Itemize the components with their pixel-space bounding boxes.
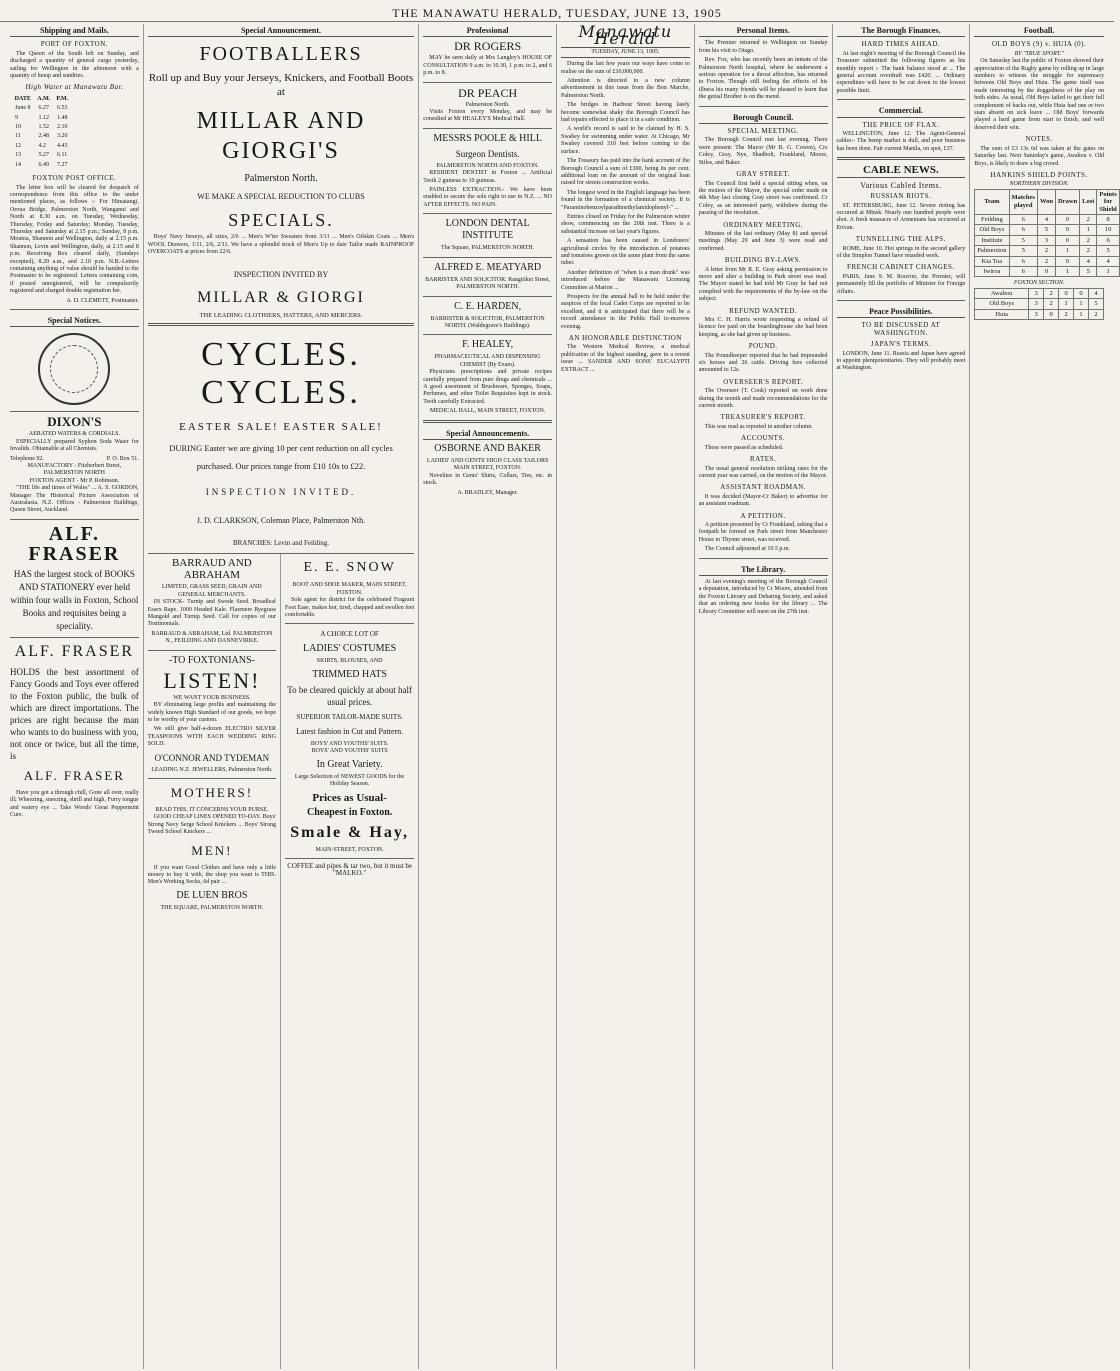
table-cell: Feilding: [975, 214, 1009, 224]
bradley-text: A. BRADLEY, Manager.: [457, 489, 518, 496]
table-cell: 6.27: [38, 105, 49, 112]
table-cell: 5: [1097, 246, 1119, 256]
table-cell: 0: [1059, 288, 1074, 298]
healey-sub: PHARMACEUTICAL AND DISPENSING CHEMIST (By Exam).: [434, 354, 541, 368]
table-cell: Kia Toa: [975, 256, 1009, 266]
table-cell: 4: [1080, 256, 1097, 266]
special-announcements-header: Special Announcements.: [423, 427, 552, 440]
news-p5: The Treasury has paid into the bank account of the Borough Council a sum of £300, being its per cent. additional loan on the amount of the original loan raised for streets construction works.: [561, 158, 690, 187]
tide-row: [12, 152, 71, 159]
ladies-sub: SKIRTS, BLOUSES, AND: [316, 658, 383, 665]
table-cell: 3: [1029, 299, 1044, 309]
finances-text: At last night's meeting of the Borough Council the Treasurer submitted the following figures as his monthly report :- The bank balance stood at ... The general account overdraft was £420. ... Ordinary expenditure will have to be cut down to the lowest possible limit.: [836, 50, 966, 94]
poole-title: MESSRS POOLE & HILL: [433, 132, 542, 144]
table-cell: 4.2: [38, 142, 46, 149]
table-cell: 9: [15, 114, 18, 121]
news-p9: Another definition of "when is a man drunk" was introduced before the Manawatu Licensing Committee at Marton ...: [561, 269, 690, 291]
table-header-row: [975, 189, 1120, 214]
branches-text: BRANCHES: Levin and Feilding.: [232, 539, 330, 548]
lower-ads-left: [148, 554, 281, 1369]
spoons-text: We still give half-a-dozen ELECTRO SILVER TEASPOONS WITH EACH WEDDING RING SOLD.: [147, 726, 276, 748]
refund-wanted: REFUND WANTED.: [729, 306, 798, 315]
personal-p2: Rev. Fox, who has recently been an inmate of the Palmerston North hospital, where he underwent a serious operation for a throat affection, has returned to Foxton. Though still feeling the effects of his illness his many friends will be pleased to learn that the genial Brother is on the mend.: [698, 57, 828, 101]
peace-header: Peace Possibilities.: [837, 305, 966, 318]
foxton-heading: FOXTON SECTION.: [1013, 280, 1065, 287]
ordinary-meeting: ORDINARY MEETING.: [723, 220, 804, 229]
gordon-text: "THE life and times of Wales" ... A. S. GORDON, Manager The Historical Picture Association of Australasia. N.Z. Offices - Palmerston Buildings, Queen Street, Auckland.: [10, 485, 139, 514]
cycles-title: CYCLES. CYCLES.: [201, 336, 361, 412]
table-cell: 7.27: [57, 161, 68, 168]
news-p7: Entries closed on Friday for the Palmerston winter show, commencing on the 20th inst. There is a substantial increase on last year's figures.: [561, 213, 690, 235]
table-header-cell: Won: [1037, 189, 1055, 214]
oconnor-sub: LEADING N.Z. JEWELLERS, Palmerston North.: [151, 766, 273, 773]
rates-heading: RATES.: [750, 455, 777, 464]
table-cell: 5: [1080, 266, 1097, 276]
shield-row: [975, 246, 1120, 256]
osborne-sub: LADIES' AND GENTS' HIGH CLASS TAILORS: [426, 457, 549, 464]
dixon-contacts: [10, 456, 139, 463]
tide-row: [12, 162, 71, 169]
fraser-title: ALF. FRASER: [28, 522, 121, 565]
post-heading: FOXTON POST OFFICE.: [32, 174, 117, 183]
firm-town: Palmerston North.: [244, 173, 318, 185]
table-cell: 3.20: [57, 133, 68, 140]
fraser-text: HAS the largest stock of BOOKS AND STATIONERY ever held within four walls in Foxton, School Books and requisites being a speciality.: [10, 568, 139, 631]
table-header-cell: Drawn: [1055, 189, 1079, 214]
gray-text: The Council first held a special sitting when, on the motion of the Mayor, the special order made on 4th May last closing Gray street was confirmed. Cr Coley, as an interested party, withdrew during the passing of the resolution.: [698, 180, 828, 217]
shield-table: [974, 189, 1120, 278]
suits-2: BOYS' AND YOUTHS' SUITS: [311, 748, 388, 755]
section-header: Football.: [974, 24, 1104, 37]
japan-heading: JAPAN'S TERMS.: [870, 340, 931, 349]
column-special-announcement: [144, 24, 420, 1369]
invite-text: INSPECTION INVITED BY: [233, 269, 329, 279]
footballers-title: FOOTBALLERS: [199, 43, 363, 66]
mothers-text: GOOD CHEAP LINES OPENED TO-DAY. Boys' Strong Navy Serge School Knickers ... Boys' Strong Tweed School Knickers ...: [147, 814, 276, 836]
table-cell: 1: [1074, 299, 1089, 309]
mothers-title: MOTHERS!: [170, 784, 254, 800]
suits-1: BOYS' AND YOUTHS' SUITS.: [310, 740, 389, 747]
personal-p1: The Premier returned to Wellington on Sunday from his visit to Otago.: [698, 40, 828, 54]
table-cell: 6: [1009, 266, 1037, 276]
peach-text: Visits Foxton every Monday, and may be consulted at Mr HEALEY'S Medical Hall.: [423, 109, 552, 123]
table-header-row: [12, 96, 71, 103]
table-cell: 11: [15, 133, 21, 140]
seal-illustration: [38, 333, 110, 405]
news-p10: Prospects for the annual ball to be held under the auspices of the local Cadet Corps are reported to be excellent, and it is anticipated that there will be a record attendance in the Public Hall to-morrow evening.: [561, 294, 690, 330]
table-cell: 10: [1097, 225, 1119, 235]
tide-heading: High Water at Manawatu Bar.: [25, 83, 124, 92]
table-cell: 10: [15, 124, 21, 131]
coffee-text: COFFEE and pipes & tar two, but it must be "MALKO.": [287, 861, 413, 878]
column-football: [970, 24, 1117, 1369]
column-herald: [557, 24, 695, 1369]
table-cell: 0: [1055, 235, 1079, 245]
table-header-cell: A.M.: [37, 95, 51, 102]
petition-text: A petition presented by Cr Frankland, asking that a footpath be formed on Park street from Manchester House to Thynne street, was received.: [698, 521, 828, 543]
northern-heading: NORTHERN DIVISION.: [1009, 181, 1069, 188]
barraud-foot: BARRAUD & ABRAHAM, Ltd. PALMERSTON N., FEILDING AND DANNEVIRKE.: [151, 630, 273, 645]
special-text: The Borough Council met last evening. There were present: The Mayor (Mr B. G. Cowen), Crs Coley, Gray, Nye, Shadbolt, Frankland, Moore, Stiles, and Baker.: [698, 137, 828, 166]
table-cell: 1.52: [38, 124, 49, 131]
deluen-sub: THE SQUARE, PALMERSTON NORTH.: [160, 904, 264, 911]
french-heading: FRENCH CABINET CHANGES.: [847, 263, 955, 272]
business-text: BY eliminating large profits and maintaining the widely known High Standard of our goods, we hope to be worthy of your custom.: [147, 702, 276, 723]
dixon-addr: MANUFACTORY - Fitzherbert Street, PALMERSTON NORTH: [27, 463, 122, 477]
column-shipping: [6, 24, 144, 1369]
table-header-cell: DATE: [14, 95, 31, 102]
ladies-title: LADIES' COSTUMES: [303, 643, 397, 655]
meatyard-title: ALFRED E. MEATYARD: [434, 261, 542, 273]
table-cell: 6: [1009, 225, 1037, 235]
extraction-text: PAINLESS EXTRACTION.- We have been enabled to secure the sole right to use in N.Z. ... NO AFTER EFFECTS. NO PAIN.: [423, 187, 552, 208]
table-cell: 2: [1080, 214, 1097, 224]
foxton-row: [975, 299, 1104, 309]
tide-row: [12, 133, 71, 140]
pound-heading: POUND.: [748, 342, 778, 351]
table-cell: 2.48: [38, 133, 49, 140]
section-header: Professional: [423, 24, 552, 37]
port-text: The Queen of the South left on Sunday, and discharged a quantity of general cargo yesterday, sailing for Wellington in the afternoon with a quantity of hemp and sundries.: [10, 50, 139, 80]
news-p2: Attention is directed to a new column advertisement in this issue from the Bon Marche, Palmerston North.: [561, 78, 690, 99]
section-header: Special Announcement.: [148, 24, 415, 37]
dixon-text: ESPECIALLY prepared Syphon Soda Water for Invalids. Obtainable at all Chemists.: [10, 438, 139, 453]
table-cell: 6: [1097, 235, 1119, 245]
section-header: The Borough Finances.: [837, 24, 966, 37]
table-header-cell: P.M.: [56, 95, 69, 102]
table-cell: 6.11: [57, 152, 68, 159]
table-cell: 1: [1055, 246, 1079, 256]
table-cell: 2: [1044, 288, 1059, 298]
building-text: A letter from Mr R. E. Gray asking permission to move and alter a building in Park street was read. The Mayor stated he had told Mr Gray he had not complied with the requirements of the by-law on the subject.: [698, 266, 828, 303]
dixon-box: P. O. Box 51.: [106, 455, 139, 462]
table-cell: 2: [1089, 309, 1104, 319]
foxton-table: [974, 288, 1104, 320]
footballers-text: Roll up and Buy your Jerseys, Knickers, and Football Boots at: [148, 72, 414, 99]
mothers-sub: READ THIS, IT CONCERNS YOUR PURSE.: [155, 806, 269, 813]
building-bylaws: BUILDING BY-LAWS.: [724, 256, 802, 265]
firm-sub-2: THE LEADING CLOTHIERS, HATTERS, AND MERCERS.: [199, 311, 363, 319]
news-p3: The bridges in Harbour Street having lately become somewhat shaky the Borough Council has had repairs effected to place it in a safe condition.: [561, 102, 690, 124]
table-cell: 8: [1097, 214, 1119, 224]
tide-row: [12, 105, 71, 112]
osborne-title: OSBORNE AND BAKER: [434, 442, 541, 454]
shield-row: [975, 225, 1120, 235]
discussed-heading: TO BE DISCUSSED AT WASHINGTON.: [861, 321, 941, 337]
overseer-heading: OVERSEER'S REPORT.: [723, 377, 803, 386]
table-cell: Iwiroa: [975, 266, 1009, 276]
table-cell: 5.27: [38, 152, 49, 159]
french-text: PARIS, June 9. M. Rouvier, the Premier, will permanently fill the portfolio of Minister for Foreign Affairs.: [836, 273, 966, 295]
barraud-stock: IN STOCK- Turnip and Swede Seed. Broadleaf Essex Rape. 1000 Headed Kale. Flaxmere Ryegrass Mangold and Turnip Seed. Call for copies of our Testimonials.: [147, 599, 276, 628]
table-cell: 1: [1074, 309, 1089, 319]
choice-text: A CHOICE LOT OF: [320, 630, 379, 639]
shield-row: [975, 214, 1120, 224]
football-text: On Saturday last the public of Foxton showed their appreciation of the Rugby game by rolling up in large numbers to witness the struggle for supremacy between Old Boys and Huia. The game itself was made interesting by the doggedness of the play on both sides. As usual, Old Boys failed to get their full complement of backs out, while Huia had one or two stars absent on sick leave ... Old Boys' forwards played a hard game from start to finish, and well deserved their win.: [974, 58, 1104, 131]
table-cell: 1: [1097, 266, 1119, 276]
men-text: If you want Good Clothes and have only a little money to buy it with, the shop you want is THIS. Men's Working Socks, 6d pair ...: [147, 864, 276, 886]
masthead: THE MANAWATU HERALD, TUESDAY, JUNE 13, 1905: [0, 0, 1114, 22]
column-personal: [695, 24, 833, 1369]
firm-name: MILLAR AND GIORGI'S: [196, 108, 366, 165]
clarkson-text: J. D. CLARKSON, Coleman Place, Palmerston Nth.: [196, 516, 366, 526]
treasurer-heading: TREASURER'S REPORT.: [720, 413, 806, 422]
table-cell: 4: [1037, 214, 1055, 224]
table-cell: 2: [1080, 246, 1097, 256]
riots-heading: RUSSIAN RIOTS.: [870, 192, 932, 201]
pound-text: The Poundkeeper reported that he had impounded six horses and 26 cattle. Driving fees collected amounted to 12s.: [698, 352, 828, 374]
table-cell: Palmerston: [975, 246, 1009, 256]
adjourned-text: The Council adjourned at 10.5 p.m.: [704, 546, 791, 553]
foxton-row: [975, 288, 1104, 298]
library-text: At last evening's meeting of the Borough Council a deputation, introduced by Cr Moore, attended from the Foxton Literary and Debating Society, and asked that an ordering new books for the library ... The Library Committee will meet on the 27th inst.: [698, 578, 828, 615]
ordinary-text: Minutes of the last ordinary (May 8) and special meetings (May 29 and June 3) were read and confirmed.: [698, 230, 828, 252]
oconnor-title: O'CONNOR AND TYDEMAN: [154, 752, 270, 763]
goods-text: Large Selection of NEWEST GOODS for the Holiday Season.: [294, 773, 405, 788]
cheapest-text: Cheapest in Foxton.: [306, 806, 393, 818]
alps-heading: TUNNELLING THE ALPS.: [855, 235, 946, 244]
news-p8: A sensation has been caused in Londoners' agricultural circles by the introduction of potatoes and tomatoes grown on the same plant from the same tuber.: [561, 238, 690, 267]
table-cell: 4: [1097, 256, 1119, 266]
table-cell: 0: [1037, 266, 1055, 276]
table-cell: 14: [15, 161, 21, 168]
special-meeting: SPECIAL MEETING.: [727, 127, 799, 136]
table-cell: 2.16: [57, 124, 68, 131]
by-line: BY "TRUE SPORT.": [1014, 50, 1064, 57]
flax-heading: THE PRICE OF FLAX.: [862, 120, 940, 129]
table-header-cell: Team: [975, 189, 1009, 214]
poole-sub: Surgeon Dentists.: [455, 148, 520, 159]
cough-text: Have you got a through chill, Gone all over, really ill; Wheezing, sneezing, shrill and high, Furry tongue and watery eye ... Take Woods' Great Peppermint Cure.: [10, 789, 139, 819]
london-sub: The Square, PALMERSTON NORTH.: [441, 245, 535, 252]
library-header: The Library.: [699, 563, 828, 576]
table-cell: 2: [1080, 235, 1097, 245]
table-cell: 6: [1009, 256, 1037, 266]
lower-ads: [148, 553, 415, 1369]
post-text: The letter box will be cleared for despatch of correspondence from this office to the under mentioned places, as follows :- For Himatangi, Oroua Bridge, Palmerston North, Wanganui and North at 8.30 a.m. on Tuesday, Wednesday, Thursday, Friday and Saturday; Monday, Tuesday, Thursday and Saturday at 2.15 p.m.; Sunday, 8 p.m. Moutoa, Shannon and Wellington, daily at 2.15 p.m. Shannon, Levin and Wellington, daily, at 2.15 and 8 p.m. Receiving Box cleared daily, (Sundays excepted), 8.20 a.m., and 2.10 p.m. N.B.-Letters containing anything of value should be handed to the Postmaster to be registered. Letters containing coin, if posted unregistered, will be compulsorily registered and charged double registration fee.: [10, 184, 139, 295]
table-cell: 1: [1059, 299, 1074, 309]
poole-addr: PALMERSTON NORTH AND FOXTON.: [436, 162, 539, 169]
overseer-text: The Overseer (T. Cook) reported on work done during the month and made recommendations for the current month.: [698, 388, 828, 410]
table-cell: 0: [1074, 288, 1089, 298]
table-cell: 0: [1055, 256, 1079, 266]
foxton-row: [975, 309, 1104, 319]
harden-sub: BARRISTER & SOLICITOR, PALMERSTON NORTH. (Waldegrave's Buildings).: [430, 315, 545, 329]
accounts-heading: ACCOUNTS.: [741, 434, 786, 443]
tailor-text: SUPERIOR TAILOR-MADE SUITS.: [296, 712, 403, 721]
table-cell: Awahou: [975, 288, 1029, 298]
petition-heading: A PETITION.: [740, 511, 786, 520]
table-cell: 5: [1009, 246, 1037, 256]
smale-sub: MAIN-STREET, FOXTON.: [315, 846, 384, 853]
london-title: LONDON DENTAL INSTITUTE: [445, 218, 530, 242]
table-cell: 13: [15, 152, 21, 159]
table-cell: Institute: [975, 235, 1009, 245]
table-cell: 6: [1009, 214, 1037, 224]
cable-header: CABLE NEWS.: [837, 164, 966, 177]
table-cell: 0: [1055, 214, 1079, 224]
meatyard-sub: BARRISTER AND SOLICITOR. Rangitikei Street, PALMERSTON NORTH.: [425, 276, 551, 291]
tide-row: [12, 115, 71, 122]
listen-title: LISTEN!: [163, 667, 261, 693]
table-cell: 2: [1059, 309, 1074, 319]
table-cell: Old Boys: [975, 225, 1009, 235]
business-title: WE WANT YOUR BUSINESS.: [173, 694, 251, 701]
snow-sub: BOOT AND SHOE MAKER, MAIN STREET, FOXTON.: [292, 582, 407, 596]
peach-sub: Palmerston North.: [465, 101, 510, 108]
table-cell: 2: [1044, 299, 1059, 309]
rogers-title: DR ROGERS: [454, 39, 522, 54]
poole-text: RESIDENT DENTIST in Foxton ... Artificial Teeth 2 guineas to 10 guineas.: [423, 170, 552, 184]
table-cell: 5: [1037, 225, 1055, 235]
table-cell: 2: [1037, 246, 1055, 256]
men-title: MEN!: [191, 842, 233, 858]
fraser-title-3: ALF. FRASER: [23, 767, 125, 783]
dixon-tel: Telephone 92.: [10, 455, 44, 462]
newspaper-page: [6, 22, 1117, 1369]
rogers-text: MAY be seen daily at Mrs Langley's HOUSE OF CONSULTATION 9 a.m. to 10.30, 1 p.m. to 2, and 6 p.m. to 8.: [423, 55, 552, 77]
japan-text: LONDON, June 11. Russia and Japan have agreed to appoint plenipotentiaries. They will probably meet at Washington.: [836, 350, 966, 372]
alps-text: ROME, June 10. Hot springs in the second gallery of the Simplon Tunnel have retarded work.: [836, 245, 966, 259]
easter-text: DURING Easter we are giving 10 per cent reduction on all cycles purchased. Our prices range from £10 10s to £22.: [169, 443, 393, 472]
shield-row: [975, 235, 1120, 245]
notices-header: Special Notices.: [10, 314, 139, 327]
news-p6: The longest word in the English language has been found in the formation of a chemical society. It is "Paraminobenzoylparadimethylamidophenyl-" ...: [561, 189, 690, 211]
osborne-addr: MAIN STREET, FOXTON.: [453, 465, 522, 472]
table-cell: 1: [1080, 225, 1097, 235]
column-finances: [833, 24, 971, 1369]
table-cell: 3: [1029, 288, 1044, 298]
dixon-sub: AERATED WATERS & CORDIALS.: [28, 431, 120, 438]
tide-row: [12, 124, 71, 131]
table-cell: 1: [1055, 266, 1079, 276]
table-cell: 6.49: [38, 161, 49, 168]
rates-text: The usual general resolution striking rates for the current year was carried, on the motion of the Mayor.: [698, 465, 828, 479]
foxtonians-text: -TO FOXTONIANS-: [168, 654, 255, 666]
herald-date: TUESDAY, JUNE 13, 1905.: [561, 47, 690, 58]
table-header-cell: Points for Shield: [1097, 189, 1119, 214]
shield-row: [975, 266, 1120, 276]
prices-text: Prices as Usual-: [312, 791, 387, 804]
healey-text: Physicians prescriptions and private recipes carefully prepared from pure drugs and chemicals ... A good assortment of Brushware, Sponges, Soaps, Perfumes, and other Toilet Requisites kept in stock. Teeth carefully Extracted.: [423, 369, 552, 405]
healey-title: F. HEALEY,: [462, 339, 514, 351]
table-cell: 4: [1089, 288, 1104, 298]
table-cell: 4.43: [57, 142, 68, 149]
tide-row: [12, 143, 71, 150]
treasurer-text: This was read as reported in another column.: [704, 423, 813, 430]
table-cell: 5: [1089, 299, 1104, 309]
barraud-title: BARRAUD AND ABRAHAM: [171, 557, 252, 582]
shield-row: [975, 256, 1120, 266]
lower-ads-right: [281, 554, 414, 1369]
assistant-heading: ASSISTANT ROADMAN.: [720, 483, 806, 492]
news-p1: During the last few years our ways have come to realise on the sum of £10,000,000.: [561, 61, 690, 75]
snow-text: Sole agent for district for the celebrated Fragrant Foot Ease, makes hot, tired, chapped and swollen feet comfortable.: [285, 597, 415, 619]
riots-text: ST. PETERSBURG, June 12. Severe rioting has occurred at Minsk. Nearly one hundred people were shot. A fresh massacre of Armenians has occurred at Erivan.: [836, 202, 966, 231]
herald-nameplate: Manawatu Herald: [578, 22, 673, 49]
cleared-text: To be cleared quickly at about half usual prices.: [287, 684, 413, 707]
column-professional: [419, 24, 557, 1369]
dixon-agent: FOXTON AGENT - Mr P. Robinson.: [29, 477, 120, 484]
section-header: Shipping and Mails.: [10, 24, 139, 37]
table-cell: 0: [1044, 309, 1059, 319]
table-cell: 0: [1055, 225, 1079, 235]
inspection-text: INSPECTION INVITED.: [205, 487, 357, 498]
shield-heading: HANKINS SHIELD POINTS.: [990, 170, 1088, 179]
news-p11: The Western Medical Review, a medical publication of the highest standing, gave in a recent issue ... SANDER AND SONS' EUCALYPTI EXTRACT ...: [561, 344, 690, 373]
port-heading: PORT OF FOXTON.: [40, 40, 109, 49]
table-cell: 1.48: [57, 114, 68, 121]
firm-name-2: MILLAR & GIORGI: [197, 288, 365, 306]
assistant-text: It was decided (Mayor-Cr Baker) to advertise for an assistant roadman.: [698, 493, 828, 508]
table-cell: Huia: [975, 309, 1029, 319]
commercial-header: Commercial.: [837, 104, 966, 117]
osborne-text: Novelties in Gents' Shirts, Collars, Ties, etc. in stock.: [423, 472, 552, 487]
deluen-title: DE LUEN BROS: [176, 889, 248, 901]
snow-title: E. E. SNOW: [303, 560, 396, 576]
section-header: Personal Items.: [699, 24, 828, 37]
table-cell: Old Boys: [975, 299, 1029, 309]
notes-heading: NOTES.: [1025, 135, 1053, 144]
table-cell: 5: [1009, 235, 1037, 245]
fraser-title-2: ALF. FRASER: [14, 642, 135, 660]
table-cell: 3: [1029, 309, 1044, 319]
flax-text: WELLINGTON, June 12. The Agent-General cables:- The hemp market is dull, and poor business has been done. Fair current Manila, on spot, £37.: [836, 131, 966, 152]
match-heading: OLD BOYS (9) v. HUIA (0).: [991, 40, 1087, 49]
news-p4: A world's record is said to be claimed by H. S. Swabey for swimming under water. At Chicago, Mr Swabey covered 310 feet before coming to the surface.: [561, 126, 690, 155]
table-cell: 3: [1037, 235, 1055, 245]
borough-council-header: Borough Council.: [699, 111, 828, 124]
refund-text: Mrs C. H. Harris wrote requesting a refund of licence fee paid on the boardinghouse she had been keeping, as she had given up business.: [698, 317, 828, 338]
table-header-cell: Lost: [1080, 189, 1097, 214]
peach-title: DR PEACH: [458, 85, 518, 100]
table-cell: 6.53: [57, 105, 68, 112]
table-cell: 12: [15, 142, 21, 149]
table-cell: June 8: [15, 105, 31, 112]
table-cell: 1.12: [38, 114, 49, 121]
various-heading: Various Cabled Items.: [860, 180, 942, 190]
tide-table: [10, 94, 73, 171]
fraser-text-2: HOLDS the best assortment of Fancy Goods and Toys ever offered to the Foxton public, the bulk of which are direct importations. The prices are right because the man who wants to do business with you, not once or twice, but all the time, is: [10, 666, 139, 761]
gray-street: GRAY STREET.: [736, 170, 790, 179]
barraud-sub: LIMITED, GRASS SEED, GRAIN AND GENERAL MERCHANTS.: [162, 584, 262, 598]
easter-title: EASTER SALE! EASTER SALE!: [179, 421, 383, 434]
latest-text: Latest fashion in Cut and Pattern.: [296, 726, 404, 736]
specials-title: SPECIALS.: [228, 210, 334, 231]
dixon-title: DIXON'S: [47, 414, 102, 430]
smale-title: Smale & Hay,: [290, 823, 409, 841]
post-sign: A. D. CLEMETT, Postmaster.: [66, 297, 139, 304]
notes-text: The sum of £3 13s 6d was taken at the gates on Saturday last. Next Saturday's game, Awahou v. Old Boys, is likely to draw a big crowd.: [974, 145, 1104, 167]
specials-text: Boys' Navy Jerseys, all sizes, 2/6 ... Men's W'ter Sweaters from 3/11 ... Men's Oilskin Coats ... Men's WOOL Drawers, 1/11, 2/6, 2/11. We have a splendid stock of Men's Up to date Tailor made RAINPROOF OVERCOATS at prices from 22/6.: [147, 234, 415, 256]
accounts-text: These were passed as scheduled.: [704, 444, 784, 451]
table-header-cell: Matches played: [1009, 189, 1037, 214]
reduction-text: WE MAKE A SPECIAL REDUCTION TO CLUBS: [197, 192, 365, 202]
healey-addr: MEDICAL HALL, MAIN STREET, FOXTON.: [429, 408, 546, 415]
trimmed-title: TRIMMED HATS: [312, 668, 387, 680]
harden-title: C. E. HARDEN,: [454, 300, 522, 312]
table-cell: 2: [1037, 256, 1055, 266]
suits-3: In Great Variety.: [316, 758, 383, 770]
distinction-heading: AN HONORABLE DISTINCTION: [568, 334, 682, 343]
finances-sub: HARD TIMES AHEAD.: [861, 40, 941, 49]
